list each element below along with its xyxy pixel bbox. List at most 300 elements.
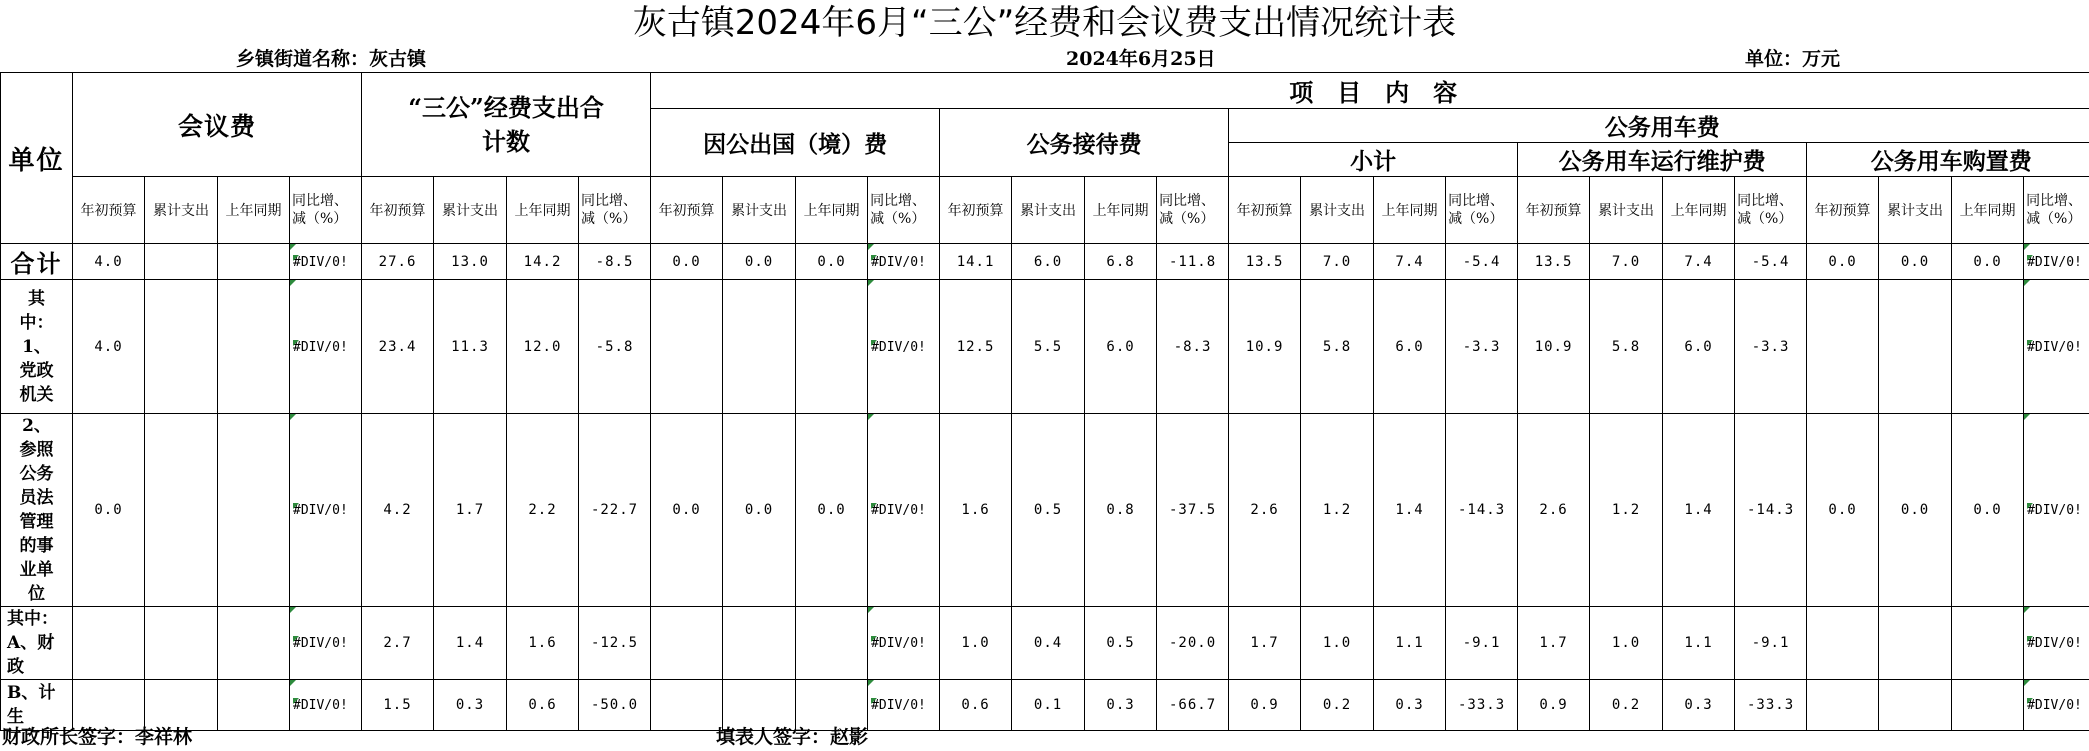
abroad-col-2-header [723, 177, 796, 244]
vehicle-run-col-2-header [1590, 177, 1663, 244]
value-cell [362, 680, 434, 731]
value-cell [1374, 607, 1446, 680]
value-cell [218, 680, 290, 731]
value-cell-text: 0.9 [1539, 697, 1568, 713]
error-cell [868, 244, 940, 280]
error-cell-text: #DIV/0! [2027, 503, 2082, 518]
value-cell [145, 607, 218, 680]
abroad-col-4-header [868, 177, 940, 244]
vehicle-buy-col-4-header-text: 同比增、减（%） [2026, 193, 2083, 227]
error-cell-text: #DIV/0! [871, 339, 926, 355]
value-cell [1085, 680, 1157, 731]
value-cell [1807, 680, 1879, 731]
value-cell [651, 607, 723, 680]
value-cell [1518, 414, 1590, 607]
error-cell [290, 607, 362, 680]
reception-col-2-header [1012, 177, 1085, 244]
value-cell-text: 1.4 [1395, 502, 1424, 518]
value-cell [1446, 680, 1518, 731]
value-cell [940, 414, 1012, 607]
reception-col-4-header [1157, 177, 1229, 244]
value-cell [1446, 607, 1518, 680]
value-cell [651, 414, 723, 607]
value-cell-text: 1.0 [1322, 635, 1352, 651]
value-cell [434, 244, 507, 280]
report-date: 2024年6月25日 [1066, 48, 1216, 70]
value-cell [218, 280, 290, 414]
value-cell-text: 1.7 [1250, 635, 1279, 651]
value-cell-text: 0.0 [1973, 253, 2002, 270]
error-cell [868, 680, 940, 731]
unit-label: 单位：万元 [1745, 48, 1841, 70]
error-cell [2024, 414, 2089, 607]
unit-header [1, 73, 73, 244]
value-cell [1590, 607, 1663, 680]
value-cell [1012, 680, 1085, 731]
error-cell [868, 414, 940, 607]
value-cell [1663, 414, 1735, 607]
reception-col-3-header [1085, 177, 1157, 244]
value-cell-text: 0.0 [817, 502, 846, 518]
vehicle-run-col-3-header-text: 上年同期 [1670, 203, 1727, 219]
value-cell [1085, 280, 1157, 414]
table-row [1, 680, 2089, 731]
row-label [1, 607, 73, 680]
value-cell [73, 680, 145, 731]
value-cell [218, 244, 290, 280]
abroad-col-1-header [651, 177, 723, 244]
value-cell [1301, 244, 1374, 280]
value-cell-text: 5.8 [1611, 338, 1641, 355]
value-cell-text: 27.6 [378, 253, 417, 270]
value-cell [1735, 680, 1807, 731]
filler-signature: 填表人签字：赵影 [716, 726, 869, 748]
value-cell [1012, 280, 1085, 414]
row-label [1, 414, 73, 607]
value-cell-text: -33.3 [1746, 697, 1795, 713]
value-cell-text: 0.3 [1395, 697, 1424, 713]
meeting-col-2-header-text: 累计支出 [153, 203, 209, 219]
value-cell [1157, 680, 1229, 731]
row-label [1, 680, 73, 731]
error-cell-text: #DIV/0! [871, 636, 926, 651]
project-content-header-text: 项 目 内 容 [1289, 78, 1458, 107]
value-cell-text: -22.7 [590, 502, 639, 518]
value-cell-text: 0.0 [94, 502, 123, 518]
value-cell [651, 280, 723, 414]
value-cell [1518, 607, 1590, 680]
error-cell-text: #DIV/0! [871, 503, 926, 518]
sangong-col-3-header-text: 上年同期 [514, 203, 571, 219]
value-cell [1085, 244, 1157, 280]
value-cell-text: -33.3 [1457, 697, 1506, 713]
vehicle-run-header-text: 公务用车运行维护费 [1558, 148, 1766, 175]
town-name-label: 乡镇街道名称：灰古镇 [236, 48, 427, 70]
value-cell [1879, 607, 1952, 680]
row-label-text: 其中：1、党政机关 [19, 288, 54, 405]
value-cell-text: -5.4 [1751, 253, 1790, 270]
error-cell [290, 680, 362, 731]
row-label [1, 280, 73, 414]
value-cell-text: 0.0 [817, 253, 846, 270]
sangong-total-header-text: “三公”经费支出合计数 [408, 92, 604, 156]
meeting-col-4-header-text: 同比增、减（%） [292, 193, 348, 227]
value-cell-text: 1.2 [1611, 502, 1641, 518]
vehicle-buy-col-3-header-text: 上年同期 [1959, 203, 2016, 219]
sangong-col-1-header [362, 177, 434, 244]
value-cell-text: 7.4 [1395, 253, 1424, 270]
row-label-text: 其中：A、财政 [7, 609, 58, 677]
value-cell-text: 14.2 [523, 253, 562, 270]
value-cell-text: -50.0 [590, 697, 639, 713]
value-cell [73, 280, 145, 414]
vehicle-run-col-4-header [1735, 177, 1807, 244]
vehicle-subtotal-header-text: 小计 [1350, 148, 1397, 175]
value-cell [1518, 280, 1590, 414]
value-cell [1807, 414, 1879, 607]
value-cell-text: 1.1 [1684, 635, 1713, 651]
value-cell [1735, 607, 1807, 680]
value-cell [507, 244, 579, 280]
value-cell-text: 0.6 [961, 697, 990, 713]
value-cell-text: 2.6 [1250, 502, 1279, 518]
value-cell [1952, 244, 2024, 280]
value-cell [1663, 244, 1735, 280]
value-cell [218, 607, 290, 680]
value-cell-text: 0.3 [455, 697, 485, 713]
sangong-col-3-header [507, 177, 579, 244]
value-cell-text: 7.0 [1322, 253, 1352, 270]
value-cell-text: 1.4 [1684, 502, 1713, 518]
value-cell-text: 0.0 [1828, 253, 1857, 270]
error-cell-text: #DIV/0! [2027, 339, 2082, 355]
value-cell [218, 414, 290, 607]
value-cell [434, 680, 507, 731]
value-cell [796, 607, 868, 680]
value-cell [1735, 414, 1807, 607]
value-cell [651, 680, 723, 731]
error-cell-text: #DIV/0! [871, 698, 926, 713]
error-cell-text: #DIV/0! [293, 503, 348, 518]
value-cell [723, 414, 796, 607]
value-cell-text: 1.4 [455, 635, 485, 651]
value-cell [723, 607, 796, 680]
abroad-col-3-header [796, 177, 868, 244]
table-row [1, 280, 2089, 414]
value-cell [434, 414, 507, 607]
value-cell [434, 607, 507, 680]
value-cell-text: 0.4 [1033, 635, 1063, 651]
value-cell-text: 6.0 [1684, 338, 1713, 355]
reception-col-3-header-text: 上年同期 [1092, 203, 1149, 219]
value-cell-text: 0.2 [1322, 697, 1352, 713]
value-cell [1663, 680, 1735, 731]
value-cell-text: 0.5 [1106, 635, 1135, 651]
sangong-col-4-header-text: 同比增、减（%） [581, 193, 638, 227]
value-cell-text: 6.0 [1395, 338, 1424, 355]
meeting-col-2-header [145, 177, 218, 244]
value-cell-text: 6.0 [1033, 253, 1063, 270]
sangong-col-1-header-text: 年初预算 [369, 203, 426, 219]
value-cell [1807, 244, 1879, 280]
value-cell-text: 0.3 [1684, 697, 1713, 713]
meeting-col-3-header [218, 177, 290, 244]
value-cell-text: 0.0 [1900, 253, 1930, 270]
value-cell-text: -66.7 [1168, 697, 1217, 713]
value-cell-text: 1.2 [1322, 502, 1352, 518]
reception-fee-header-text: 公务接待费 [1026, 131, 1142, 158]
value-cell [1012, 607, 1085, 680]
reception-col-4-header-text: 同比增、减（%） [1159, 193, 1216, 227]
value-cell [1229, 680, 1301, 731]
error-cell [2024, 607, 2089, 680]
error-cell [868, 607, 940, 680]
vehicle-buy-col-1-header-text: 年初预算 [1814, 203, 1871, 219]
value-cell-text: 1.0 [1611, 635, 1641, 651]
value-cell [1663, 280, 1735, 414]
value-cell-text: 1.7 [1539, 635, 1568, 651]
value-cell-text: 0.0 [1900, 502, 1930, 518]
value-cell [1952, 414, 2024, 607]
value-cell [1446, 280, 1518, 414]
value-cell [1735, 280, 1807, 414]
value-cell-text: 6.0 [1106, 338, 1135, 355]
value-cell-text: 2.6 [1539, 502, 1568, 518]
value-cell [1518, 244, 1590, 280]
error-cell [2024, 680, 2089, 731]
value-cell-text: 0.0 [1828, 502, 1857, 518]
value-cell [1301, 680, 1374, 731]
finance-signature: 财政所长签字：李祥林 [2, 726, 193, 748]
value-cell-text: -9.1 [1751, 635, 1790, 651]
value-cell [507, 607, 579, 680]
vehicle-buy-col-1-header [1807, 177, 1879, 244]
vehicle-buy-col-4-header [2024, 177, 2089, 244]
value-cell-text: 4.0 [94, 253, 123, 270]
meeting-fee-header [73, 73, 362, 177]
meeting-col-3-header-text: 上年同期 [225, 203, 282, 219]
value-cell [796, 280, 868, 414]
value-cell-text: 0.6 [528, 697, 557, 713]
value-cell [1301, 414, 1374, 607]
value-cell-text: 7.4 [1684, 253, 1713, 270]
value-cell-text: 10.9 [1534, 338, 1573, 355]
error-cell [868, 280, 940, 414]
value-cell-text: 0.0 [672, 502, 701, 518]
error-cell-text: #DIV/0! [293, 254, 348, 270]
value-cell-text: -8.3 [1173, 338, 1212, 355]
value-cell-text: 12.5 [956, 338, 995, 355]
value-cell-text: 4.2 [383, 502, 412, 518]
value-cell-text: 5.5 [1033, 338, 1063, 355]
value-cell [1952, 680, 2024, 731]
error-cell [290, 414, 362, 607]
value-cell [1879, 680, 1952, 731]
table-row [1, 607, 2089, 680]
error-cell [290, 280, 362, 414]
value-cell-text: 12.0 [523, 338, 562, 355]
value-cell [1301, 280, 1374, 414]
value-cell [73, 244, 145, 280]
value-cell-text: 23.4 [378, 338, 417, 355]
value-cell-text: -3.3 [1462, 338, 1501, 355]
vehicle-fee-header [1229, 109, 2089, 143]
value-cell [1807, 607, 1879, 680]
value-cell [1879, 414, 1952, 607]
value-cell [1735, 244, 1807, 280]
statistics-table [0, 72, 2089, 731]
abroad-fee-header-text: 因公出国（境）费 [703, 131, 888, 158]
value-cell-text: 1.0 [961, 635, 990, 651]
value-cell [723, 680, 796, 731]
value-cell [145, 244, 218, 280]
value-cell-text: 10.9 [1245, 338, 1284, 355]
sangong-col-2-header [434, 177, 507, 244]
vehicle-buy-col-3-header [1952, 177, 2024, 244]
meeting-fee-header-text: 会议费 [178, 111, 257, 141]
value-cell-text: -14.3 [1457, 502, 1506, 518]
value-cell [434, 280, 507, 414]
row-label [1, 244, 73, 280]
vehicle-run-col-2-header-text: 累计支出 [1598, 203, 1655, 219]
meeting-col-1-header-text: 年初预算 [80, 203, 137, 219]
value-cell-text: 0.5 [1033, 502, 1063, 518]
table-row [1, 244, 2089, 280]
value-cell-text: -37.5 [1168, 502, 1217, 518]
value-cell [1446, 244, 1518, 280]
value-cell [1590, 680, 1663, 731]
value-cell [145, 280, 218, 414]
sangong-col-4-header [579, 177, 651, 244]
value-cell [362, 414, 434, 607]
table-row [1, 414, 2089, 607]
subtotal-col-1-header-text: 年初预算 [1236, 203, 1293, 219]
value-cell [1157, 280, 1229, 414]
subtotal-col-4-header-text: 同比增、减（%） [1448, 193, 1505, 227]
value-cell-text: 1.6 [961, 502, 990, 518]
value-cell [1374, 414, 1446, 607]
value-cell [1157, 607, 1229, 680]
value-cell-text: -11.8 [1168, 253, 1217, 270]
row-label-text: B、计生 [7, 683, 56, 727]
value-cell [1446, 414, 1518, 607]
value-cell [1301, 607, 1374, 680]
subtotal-col-3-header [1374, 177, 1446, 244]
value-cell-text: 0.2 [1611, 697, 1641, 713]
value-cell [1229, 607, 1301, 680]
value-cell-text: 4.0 [94, 338, 123, 355]
value-cell [1879, 280, 1952, 414]
vehicle-buy-header-text: 公务用车购置费 [1870, 148, 2032, 175]
error-cell [290, 244, 362, 280]
value-cell-text: 13.5 [1245, 253, 1284, 270]
value-cell [1157, 244, 1229, 280]
reception-col-1-header [940, 177, 1012, 244]
value-cell [1807, 280, 1879, 414]
meeting-col-1-header [73, 177, 145, 244]
vehicle-fee-header-text: 公务用车费 [1604, 114, 1720, 141]
value-cell-text: 0.0 [1973, 502, 2002, 518]
value-cell [1012, 414, 1085, 607]
value-cell [1952, 280, 2024, 414]
value-cell [1157, 414, 1229, 607]
value-cell-text: -3.3 [1751, 338, 1790, 355]
value-cell [940, 280, 1012, 414]
error-cell-text: #DIV/0! [293, 636, 348, 651]
sangong-col-2-header-text: 累计支出 [442, 203, 499, 219]
error-cell-text: #DIV/0! [2027, 636, 2082, 651]
value-cell-text: -14.3 [1746, 502, 1795, 518]
value-cell-text: -9.1 [1462, 635, 1501, 651]
abroad-col-2-header-text: 累计支出 [731, 203, 788, 219]
value-cell [1590, 244, 1663, 280]
value-cell [579, 680, 651, 731]
abroad-col-1-header-text: 年初预算 [658, 203, 715, 219]
value-cell-text: -5.8 [595, 338, 634, 355]
value-cell-text: -12.5 [590, 635, 639, 651]
subtotal-col-3-header-text: 上年同期 [1381, 203, 1438, 219]
value-cell-text: 7.0 [1611, 253, 1641, 270]
value-cell-text: 2.7 [383, 635, 412, 651]
vehicle-run-col-4-header-text: 同比增、减（%） [1737, 193, 1794, 227]
value-cell [1085, 607, 1157, 680]
value-cell [73, 607, 145, 680]
error-cell [2024, 280, 2089, 414]
value-cell [940, 244, 1012, 280]
value-cell-text: 0.0 [744, 253, 774, 270]
unit-header-text: 单位 [8, 145, 65, 176]
vehicle-buy-col-2-header-text: 累计支出 [1887, 203, 1944, 219]
error-cell [2024, 244, 2089, 280]
value-cell-text: -5.4 [1462, 253, 1501, 270]
value-cell [73, 414, 145, 607]
value-cell [1590, 280, 1663, 414]
subtotal-col-2-header [1301, 177, 1374, 244]
value-cell [796, 680, 868, 731]
value-cell [507, 414, 579, 607]
vehicle-run-col-1-header-text: 年初预算 [1525, 203, 1582, 219]
value-cell-text: 11.3 [451, 338, 489, 355]
report-title: 灰古镇2024年6月“三公”经费和会议费支出情况统计表 [632, 3, 1457, 43]
error-cell-text: #DIV/0! [871, 254, 926, 270]
subtotal-col-4-header [1446, 177, 1518, 244]
value-cell [723, 244, 796, 280]
value-cell [796, 414, 868, 607]
project-content-header [651, 73, 2089, 109]
value-cell-text: 1.7 [455, 502, 485, 518]
value-cell [651, 244, 723, 280]
value-cell [940, 680, 1012, 731]
value-cell [1012, 244, 1085, 280]
sangong-total-header [362, 73, 651, 177]
vehicle-buy-header [1807, 143, 2089, 177]
value-cell [507, 280, 579, 414]
reception-col-1-header-text: 年初预算 [947, 203, 1004, 219]
value-cell [362, 280, 434, 414]
reception-col-2-header-text: 累计支出 [1020, 203, 1077, 219]
value-cell [507, 680, 579, 731]
vehicle-run-header [1518, 143, 1807, 177]
value-cell [145, 414, 218, 607]
subtotal-col-1-header [1229, 177, 1301, 244]
value-cell [1374, 280, 1446, 414]
value-cell [1374, 244, 1446, 280]
value-cell [796, 244, 868, 280]
value-cell-text: 0.0 [672, 253, 701, 270]
error-cell-text: #DIV/0! [293, 339, 348, 355]
value-cell [362, 244, 434, 280]
value-cell [1663, 607, 1735, 680]
